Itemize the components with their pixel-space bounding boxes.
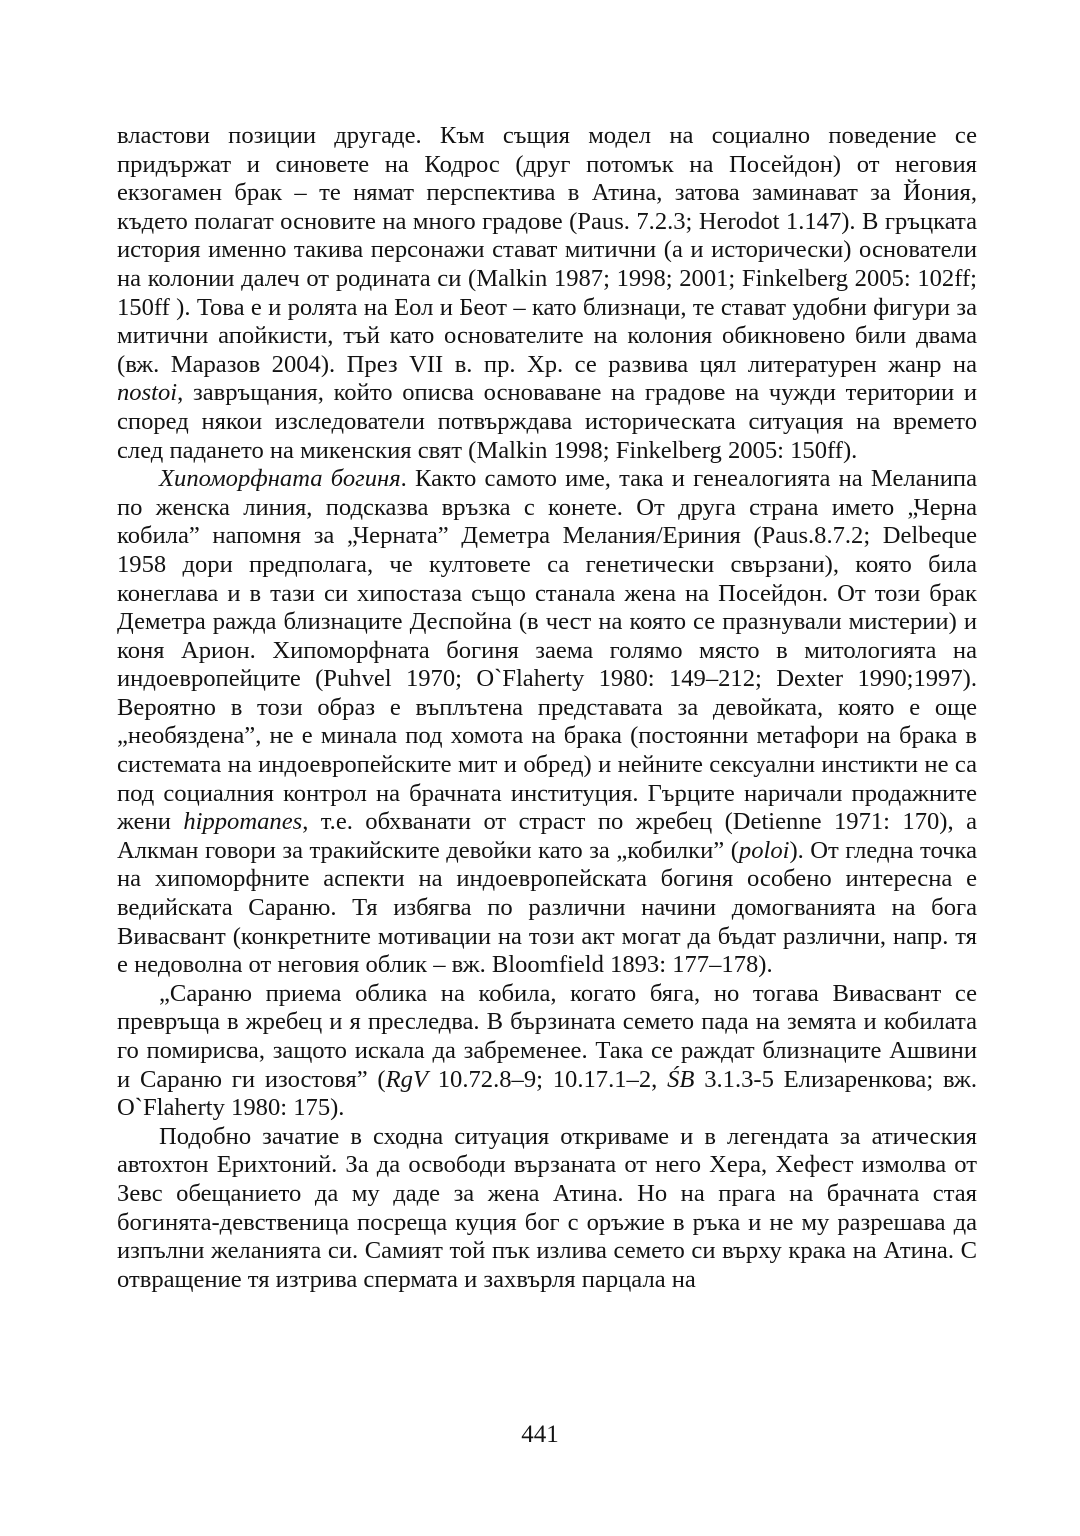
paragraph-text: Подобно зачатие в сходна ситуация откриваме и в легендата за атическия автохтон Ерихтоний. За да освободи вързаната от него Хера, Хефест измолва от Зевс обещанието да му даде за жена Атина. Но на прага на брачната стая богинята-девственица посреща куция бог с оръжие в ръка и не му разрешава да изпълни желанията си. Самият той пък излива семето си върху крака на Атина. С отвращение тя изтрива спермата и захвърля парцала на: [117, 1122, 977, 1293]
paragraph-text: „Сараню приема облика на кобила, когато бяга, но тогава Вивасвант се превръща в жребец и я преследва. В бързината семето пада на земята и кобилата го помирисва, защото искала да забременее. Така се раждат близнаците Ашвини и Сараню ги изостовя” (: [117, 979, 977, 1093]
italic-term: nostoi: [117, 379, 178, 407]
italic-term: RgV: [385, 1065, 428, 1093]
italic-term: hippomanes: [183, 808, 303, 836]
page-text-block: [117, 122, 977, 1294]
paragraph-text: , завръщания, който описва основаване на градове на чужди територии и според някои изследователи потвърждава историческата ситуация на времето след падането на микенския свят (Malkin 1998; Finkelberg 2005: 150ff).: [117, 379, 977, 464]
paragraph-text: 10.72.8–9; 10.17.1–2,: [427, 1065, 668, 1093]
page-number: 441: [521, 1421, 559, 1448]
italic-term: ŚB: [667, 1065, 695, 1093]
italic-term: Хипоморфната богиня: [159, 465, 401, 493]
paragraph: [117, 980, 977, 1123]
paragraph-text: ). От гледна точка на хипоморфните аспекти на индоевропейската богиня особено интересна е ведийската Сараню. Тя избягва по различни начини домогванията на бога Вивасвант (конкретните мотивации на този акт могат да бъдат различни, напр. тя е недоволна от неговия облик – вж. Bloomfield 1893: 177–178).: [117, 836, 977, 979]
paragraph: [117, 465, 977, 980]
paragraph-text: , т.е. обхванати от страст по жребец (Detienne 1971: 170), а Алкман говори за тракийските девойки като за „кобилки” (: [117, 808, 977, 864]
paragraph-text: . Както самото име, така и генеалогията на Меланипа по женска линия, подсказва връзка с конете. От друга страна името „Черна кобила” напомня за „Черната” Деметра Мелания/Ериния (Paus.8.7.2; Delbeque 1958 дори предполага, че култовете са генетически свързани), която била конеглава и в тази си хипостаза също станала жена на Посейдон. От този брак Деметра ражда близнаците Деспойна (в чест на която се празнували мистерии) и коня Арион. Хипоморфната богиня заема голямо място в митологията на индоевропейците (Puhvel 1970; O`Flaherty 1980: 149–212; Dexter 1990;1997). Вероятно в този образ е въплътена представата за девойката, която е още „необяздена”, не е минала под хомота на брака (постоянни метафори на брака в системата на индоевропейските мит и обред) и нейните сексуални инстикти не са под социалния контрол на брачната институция. Гърците наричали продажните жени: [117, 465, 977, 836]
paragraph: [117, 122, 977, 465]
italic-term: poloi: [738, 836, 790, 864]
paragraph-text: 3.1.3-5 Елизаренкова; вж. O`Flaherty 1980: 175).: [117, 1065, 977, 1122]
paragraph-text: властови позиции другаде. Към същия модел на социално поведение се придържат и синовете на Кодрос (друг потомък на Посейдон) от неговия екзогамен брак – те нямат перспектива в Атина, затова заминават за Йония, където полагат основите на много градове (Paus. 7.2.3; Herodot 1.147). В гръцката история именно такива персонажи стават митични (а и исторически) основатели на колонии далеч от родината си (Malkin 1987; 1998; 2001; Finkelberg 2005: 102ff; 150ff ). Това е и ролята на Еол и Беот – като близнаци, те стават удобни фигури за митични апойкисти, тъй като основателите на колония обикновено били двама (вж. Маразов 2004). През VII в. пр. Хр. се развива цял литературен жанр на: [117, 122, 977, 378]
paragraph: [117, 1123, 977, 1295]
